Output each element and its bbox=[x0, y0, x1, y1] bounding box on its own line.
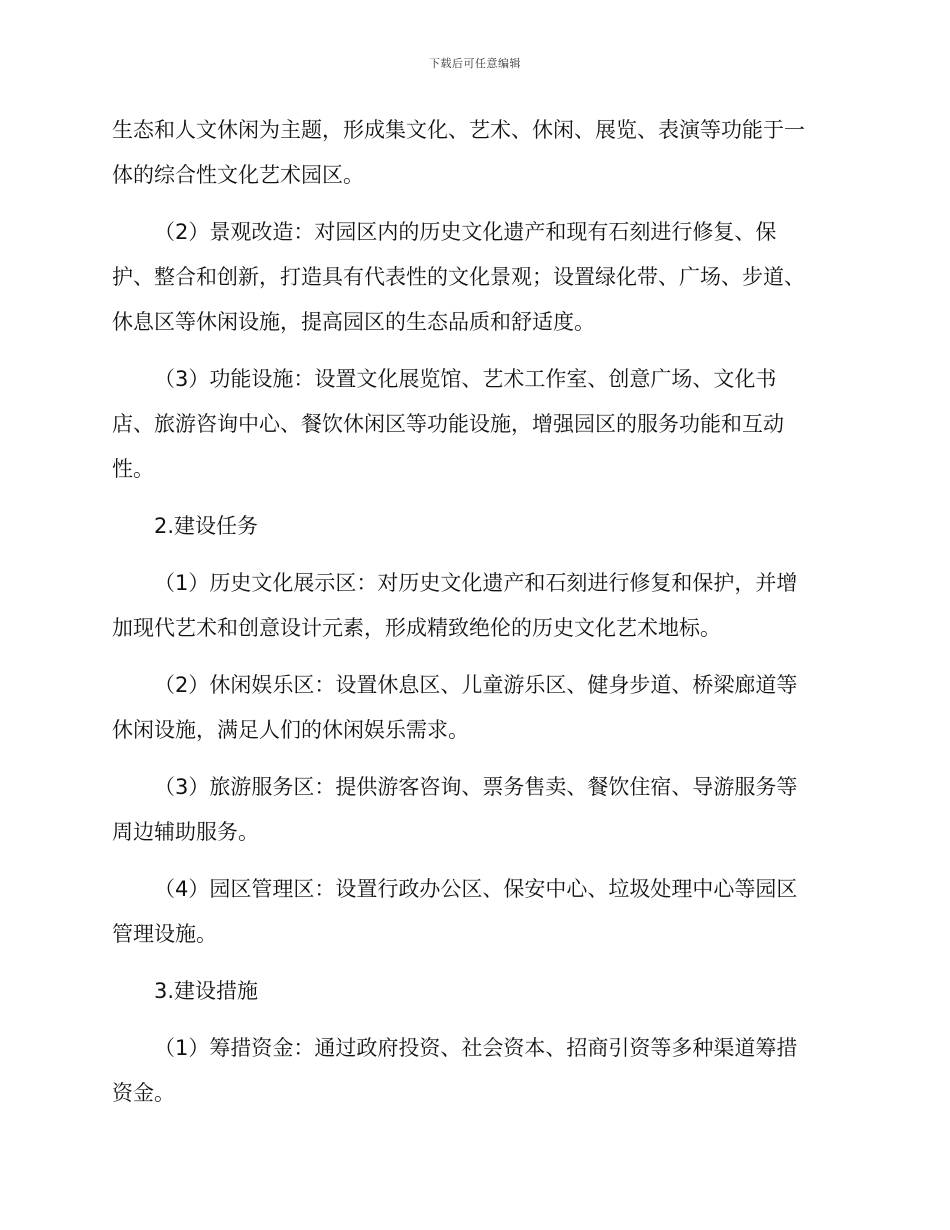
text-line: 店、旅游咨询中心、餐饮休闲区等功能设施，增强园区的服务功能和互动 bbox=[112, 412, 784, 436]
paragraph-leisure-zone bbox=[112, 663, 824, 753]
paragraph-intro bbox=[112, 108, 824, 198]
document-body bbox=[112, 108, 824, 1128]
text-line: 休闲设施，满足人们的休闲娱乐需求。 bbox=[112, 718, 469, 742]
paragraph-tourism-zone bbox=[112, 765, 824, 855]
text-line: （3）旅游服务区：提供游客咨询、票务售卖、餐饮住宿、导游服务等 bbox=[154, 775, 798, 799]
text-line: 加现代艺术和创意设计元素，形成精致绝伦的历史文化艺术地标。 bbox=[112, 616, 721, 640]
text-line: 生态和人文休闲为主题，形成集文化、艺术、休闲、展览、表演等功能于一 bbox=[112, 118, 805, 142]
text-line: （1）历史文化展示区：对历史文化遗产和石刻进行修复和保护，并增 bbox=[154, 571, 798, 595]
paragraph-management-zone bbox=[112, 867, 824, 957]
paragraph-history-zone bbox=[112, 561, 824, 651]
text-line: 休息区等休闲设施，提高园区的生态品质和舒适度。 bbox=[112, 310, 595, 334]
paragraph-funding bbox=[112, 1026, 824, 1116]
text-line: 资金。 bbox=[112, 1081, 175, 1105]
text-line: （1）筹措资金：通过政府投资、社会资本、招商引资等多种渠道筹措 bbox=[154, 1036, 798, 1060]
text-line: 性。 bbox=[112, 457, 154, 481]
page-header: 下载后可任意编辑 bbox=[429, 57, 521, 70]
section-heading-measures: 3.建设措施 bbox=[154, 979, 259, 1003]
text-line: 周边辅助服务。 bbox=[112, 820, 259, 844]
text-line: 体的综合性文化艺术园区。 bbox=[112, 163, 364, 187]
text-line: 护、整合和创新，打造具有代表性的文化景观；设置绿化带、广场、步道、 bbox=[112, 265, 805, 289]
section-heading-tasks: 2.建设任务 bbox=[154, 514, 259, 538]
paragraph-facilities bbox=[112, 357, 824, 492]
text-line: （2）休闲娱乐区：设置休息区、儿童游乐区、健身步道、桥梁廊道等 bbox=[154, 673, 798, 697]
text-line: （2）景观改造：对园区内的历史文化遗产和现有石刻进行修复、保 bbox=[154, 220, 777, 244]
paragraph-landscape bbox=[112, 210, 824, 345]
text-line: 管理设施。 bbox=[112, 922, 217, 946]
text-line: （3）功能设施：设置文化展览馆、艺术工作室、创意广场、文化书 bbox=[154, 367, 777, 391]
text-line: （4）园区管理区：设置行政办公区、保安中心、垃圾处理中心等园区 bbox=[154, 877, 798, 901]
